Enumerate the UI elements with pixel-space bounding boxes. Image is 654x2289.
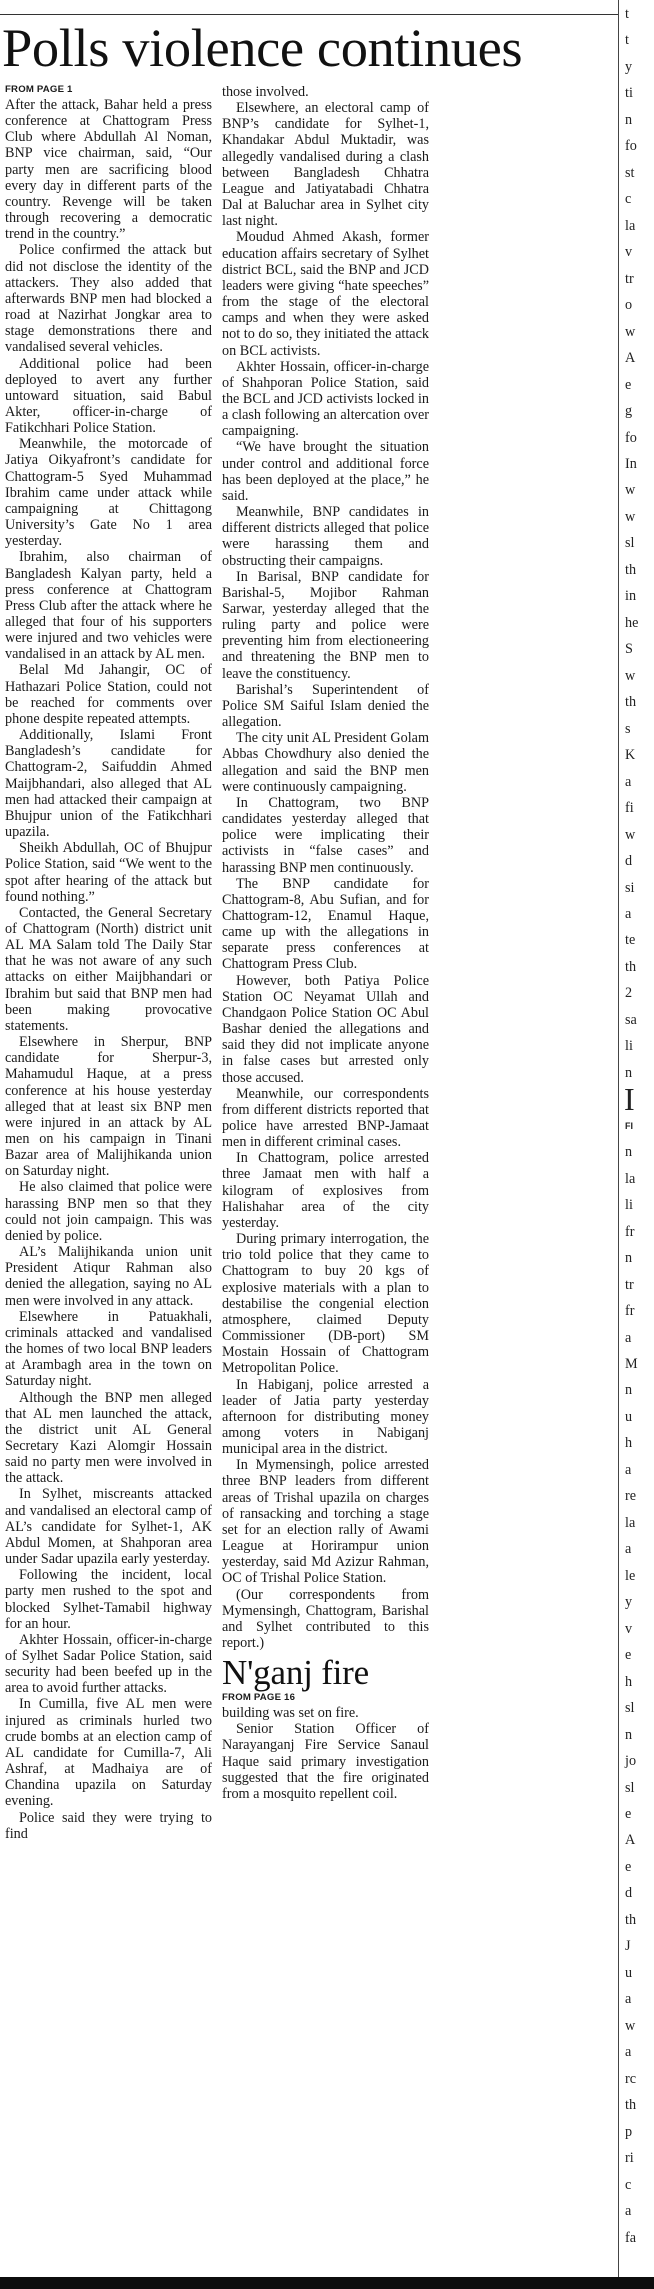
- paragraph: Senior Station Officer of Narayanganj Fire Service Sanaul Haque said primary investigation suggested that the fire originated from a mosquito repellent coil.: [222, 1721, 429, 1802]
- fragment-text: w: [625, 324, 636, 340]
- paragraph: After the attack, Bahar held a press conference at Chattogram Press Club where Abdullah Al Noman, BNP vice chairman, said, “Our party men are sacrificing blood every day in different parts of the country. Revenge will be taken through recovering a democratic trend in the country.”: [5, 97, 212, 243]
- paragraph: Meanwhile, the motorcade of Jatiya Oikyafront’s candidate for Chattogram-5 Syed Muhammad Ibrahim came under attack while campaigning at Chittagong University’s Gate No 1 area yesterday.: [5, 436, 212, 550]
- fragment-text: fr: [625, 1303, 635, 1319]
- fragment-text: he: [625, 615, 639, 631]
- second-jump-line: FROM PAGE 16: [222, 1692, 296, 1704]
- paragraph: Akhter Hossain, officer-in-charge of Sylhet Sadar Police Station, said security had been beefed up in the area to avoid further attacks.: [5, 1631, 212, 1697]
- fragment-text: d: [625, 853, 633, 869]
- fragment-text: th: [625, 1912, 637, 1928]
- adjacent-article-fragments: [621, 0, 654, 2289]
- fragment-text: w: [625, 509, 636, 525]
- fragment-text: le: [625, 1568, 636, 1584]
- paragraph: “We have brought the situation under control and additional force has been deployed at the place,” he said.: [222, 439, 429, 504]
- fragment-text: u: [625, 1409, 633, 1425]
- paragraph: Meanwhile, our correspondents from different districts reported that police have arrested BNP-Jamaat men in different criminal cases.: [222, 1085, 429, 1151]
- fragment-text: a: [625, 1991, 632, 2007]
- paragraph: Barishal’s Superintendent of Police SM Saiful Islam denied the allegation.: [222, 681, 429, 731]
- fragment-text: J: [625, 1938, 631, 1954]
- fragment-text: h: [625, 1674, 633, 1690]
- fragment-text: jo: [625, 1753, 637, 1769]
- fragment-text: M: [625, 1356, 638, 1372]
- paragraph: Police confirmed the attack but did not disclose the identity of the attackers. They also added that afterwards BNP men had blocked a road at Nazirhat Jongkar area to stage demonstrations there and vandalised several vehicles.: [5, 242, 212, 356]
- paragraph: Following the incident, local party men rushed to the spot and blocked Sylhet-Tamabil highway for an hour.: [5, 1567, 212, 1632]
- fragment-text: sl: [625, 1780, 635, 1796]
- fragment-text: e: [625, 1806, 632, 1822]
- fragment-text: a: [625, 1462, 632, 1478]
- second-article-body: [222, 1705, 429, 1802]
- fragment-text: In: [625, 456, 637, 472]
- paragraph: Ibrahim, also chairman of Bangladesh Kalyan party, held a press conference at Chattogram Press Club after the attack where he alleged that four of his supporters were injured and two vehicles were vandalised in an attack by AL men.: [5, 549, 212, 663]
- fragment-text: a: [625, 2044, 632, 2060]
- paragraph: Police said they were trying to find: [5, 1809, 212, 1842]
- fragment-text: p: [625, 2124, 633, 2140]
- fragment-text: si: [625, 880, 635, 896]
- paragraph: building was set on fire.: [222, 1705, 359, 1722]
- fragment-text: I: [624, 1081, 635, 1117]
- fragment-text: n: [625, 1250, 633, 1266]
- paragraph: Elsewhere in Sherpur, BNP candidate for Sherpur-3, Mahamudul Haque, at a press conference at his house yesterday alleged that at least six BNP men were injured in an attack by AL men on his campaign in Tinani Bazar area of Malijhikanda union on Saturday night.: [5, 1034, 212, 1180]
- paragraph: Meanwhile, BNP candidates in different districts alleged that police were harassing them and obstructing their campaigns.: [222, 504, 429, 569]
- fragment-text: in: [625, 588, 637, 604]
- headline: Polls violence continues: [2, 17, 523, 78]
- paragraph: Additionally, Islami Front Bangladesh’s candidate for Chattogram-2, Saifuddin Ahmed Maijbhandari, also alleged that AL men had attacked their campaign at Bhujpur union of the Fatikchhari upazila.: [5, 727, 212, 841]
- fragment-text: a: [625, 1330, 632, 1346]
- column-divider: [618, 0, 619, 2289]
- fragment-text: th: [625, 562, 637, 578]
- fragment-text: h: [625, 1435, 633, 1451]
- fragment-text: la: [625, 1171, 636, 1187]
- fragment-text: e: [625, 377, 632, 393]
- paragraph: AL’s Malijhikanda union unit President Atiqur Rahman also denied the allegation, saying no AL men were involved in any attack.: [5, 1244, 212, 1309]
- fragment-text: y: [625, 59, 633, 75]
- fragment-text: A: [625, 350, 636, 366]
- fragment-text: 2: [625, 985, 633, 1001]
- fragment-text: fr: [625, 1224, 635, 1240]
- fragment-text: fi: [625, 800, 634, 816]
- fragment-text: o: [625, 297, 633, 313]
- paragraph: The city unit AL President Golam Abbas Chowdhury also denied the allegation and said the BNP men were continuously campaigning.: [222, 730, 429, 795]
- column-1-body: [5, 97, 212, 1842]
- paragraph: However, both Patiya Police Station OC Neyamat Ullah and Chandgaon Police Station OC Abul Bashar denied the allegations and said they did not implicate anyone in false cases but arrested only those accused.: [222, 972, 429, 1086]
- paragraph: He also claimed that police were harassing BNP men so that they could not join campaign. This was denied by police.: [5, 1179, 212, 1244]
- fragment-text: u: [625, 1965, 633, 1981]
- fragment-text: n: [625, 112, 633, 128]
- fragment-text: c: [625, 2177, 632, 2193]
- fragment-text: y: [625, 1594, 633, 1610]
- paragraph: Contacted, the General Secretary of Chattogram (North) district unit AL MA Salam told The Daily Star that he was not aware of any such attacks on either Maijbhandari or Ibrahim but said that BNP men had been making provocative statements.: [5, 904, 212, 1034]
- fragment-text: K: [625, 747, 636, 763]
- fragment-text: fo: [625, 138, 637, 154]
- fragment-text: e: [625, 1647, 632, 1663]
- fragment-text: a: [625, 774, 632, 790]
- paragraph: Although the BNP men alleged that AL men launched the attack, the district unit AL General Secretary Kazi Alomgir Hossain said no party men were involved in the attack.: [5, 1389, 212, 1487]
- fragment-text: a: [625, 906, 632, 922]
- fragment-text: la: [625, 1515, 636, 1531]
- fragment-text: ti: [625, 85, 633, 101]
- jump-line: FROM PAGE 1: [5, 84, 73, 95]
- fragment-text: g: [625, 403, 633, 419]
- paragraph: The BNP candidate for Chattogram-8, Abu Sufian, and for Chattogram-12, Enamul Haque, came up with the allegations in separate press conferences at Chattogram Press Club.: [222, 875, 429, 973]
- fragment-text: t: [625, 32, 629, 48]
- column-1: [5, 84, 212, 1842]
- fragment-text: sl: [625, 535, 635, 551]
- fragment-text: a: [625, 2203, 632, 2219]
- paragraph: In Chattogram, two BNP candidates yesterday alleged that police were implicating their activists in “false cases” and harassing BNP men continuously.: [222, 794, 429, 876]
- fragment-text: e: [625, 1859, 632, 1875]
- fragment-text: re: [625, 1488, 637, 1504]
- fragment-text: li: [625, 1197, 633, 1213]
- paragraph: (Our correspondents from Mymensingh, Chattogram, Barishal and Sylhet contributed to this report.): [222, 1586, 429, 1651]
- fragment-text: n: [625, 1727, 633, 1743]
- fragment-text: w: [625, 482, 636, 498]
- fragment-text: te: [625, 932, 636, 948]
- page-bottom-bar: [0, 2277, 654, 2289]
- fragment-text: n: [625, 1065, 633, 1081]
- fragment-text: th: [625, 694, 637, 710]
- paragraph: In Sylhet, miscreants attacked and vandalised an electoral camp of AL’s candidate for Sylhet-1, AK Abdul Momen, at Shahporan area under Sadar upazila early yesterday.: [5, 1486, 212, 1568]
- fragment-text: n: [625, 1382, 633, 1398]
- column-2-body: [222, 84, 429, 1651]
- paragraph: In Barisal, BNP candidate for Barishal-5, Mojibor Rahman Sarwar, yesterday alleged that the ruling party and police were preventing him from electioneering and threatening the BNP men to leave the constituency.: [222, 568, 429, 682]
- fragment-text: c: [625, 191, 632, 207]
- fragment-text: w: [625, 668, 636, 684]
- column-2: [222, 84, 429, 1802]
- fragment-text: d: [625, 1885, 633, 1901]
- fragment-text: t: [625, 6, 629, 22]
- fragment-text: w: [625, 827, 636, 843]
- fragment-text: s: [625, 721, 631, 737]
- fragment-text: n: [625, 1144, 633, 1160]
- fragment-text: A: [625, 1832, 636, 1848]
- fragment-text: fa: [625, 2230, 637, 2246]
- fragment-text: fo: [625, 430, 637, 446]
- fragment-text: st: [625, 165, 635, 181]
- paragraph: During primary interrogation, the trio told police that they came to Chattogram to buy 20 kgs of explosive materials with a plan to destabilise the congenial election atmosphere, claimed Deputy Commissioner (DB-port) SM Mostain Hossain of Chattogram Metropolitan Police.: [222, 1231, 429, 1377]
- paragraph: those involved.: [222, 84, 309, 100]
- paragraph: In Chattogram, police arrested three Jamaat men with half a kilogram of explosives from Halishahar area of the city yesterday.: [222, 1150, 429, 1231]
- fragment-text: rc: [625, 2071, 637, 2087]
- paragraph: In Mymensingh, police arrested three BNP leaders from different areas of Trishal upazila on charges of ransacking and torching a stage set for an election rally of Awami League at Horirampur union yesterday, said Md Azizur Rahman, OC of Trishal Police Station.: [222, 1457, 429, 1587]
- fragment-text: w: [625, 2018, 636, 2034]
- fragment-text: v: [625, 244, 633, 260]
- fragment-text: S: [625, 641, 633, 657]
- top-rule: [0, 14, 618, 15]
- paragraph: In Cumilla, five AL men were injured as criminals hurled two crude bombs at an election camp of AL candidate for Cumilla-7, Ali Ashraf, at Madhaiya are of Chandina upazila on Saturday evening.: [5, 1696, 212, 1810]
- fragment-text: la: [625, 218, 636, 234]
- paragraph: Sheikh Abdullah, OC of Bhujpur Police Station, said “We went to the spot after hearing of the attack but found nothing.”: [5, 840, 212, 905]
- fragment-text: li: [625, 1038, 633, 1054]
- fragment-text: ri: [625, 2150, 634, 2166]
- fragment-text: v: [625, 1621, 633, 1637]
- paragraph: Akhter Hossain, officer-in-charge of Shahporan Police Station, said the BCL and JCD activists locked in a clash following an altercation over campaigning.: [222, 358, 429, 440]
- paragraph: Elsewhere in Patuakhali, criminals attacked and vandalised the homes of two local BNP leaders at Arambagh area in the town on Saturday night.: [5, 1308, 212, 1390]
- fragment-text: th: [625, 959, 637, 975]
- fragment-text: sa: [625, 1012, 637, 1028]
- second-headline: N'ganj fire: [222, 1653, 369, 1693]
- fragment-text: tr: [625, 1277, 634, 1293]
- paragraph: Elsewhere, an electoral camp of BNP’s candidate for Sylhet-1, Khandakar Abdul Muktadir, was allegedly vandalised during a clash between Bangladesh Chhatra League and Jatiyatabadi Chhatra Dal at Baluchar area in Sylhet city last night.: [222, 100, 429, 230]
- paragraph: Moudud Ahmed Akash, former education affairs secretary of Sylhet district BCL, said the BNP and JCD leaders were giving “hate speeches” from the stage of the electoral camps and when they were asked not to do so, they initiated the attack on BCL activists.: [222, 229, 429, 359]
- fragment-text: sl: [625, 1700, 635, 1716]
- paragraph: Additional police had been deployed to avert any further untoward situation, said Babul Akter, officer-in-charge of Fatikchhari Police Station.: [5, 355, 212, 437]
- fragment-text: a: [625, 1541, 632, 1557]
- fragment-text: FI: [625, 1121, 633, 1131]
- fragment-text: th: [625, 2097, 637, 2113]
- paragraph: Belal Md Jahangir, OC of Hathazari Police Station, could not be reached for comments over phone despite repeated attempts.: [5, 662, 212, 727]
- paragraph: In Habiganj, police arrested a leader of Jatia party yesterday afternoon for distributing money among voters in Nabiganj municipal area in the district.: [222, 1376, 429, 1458]
- fragment-text: tr: [625, 271, 634, 287]
